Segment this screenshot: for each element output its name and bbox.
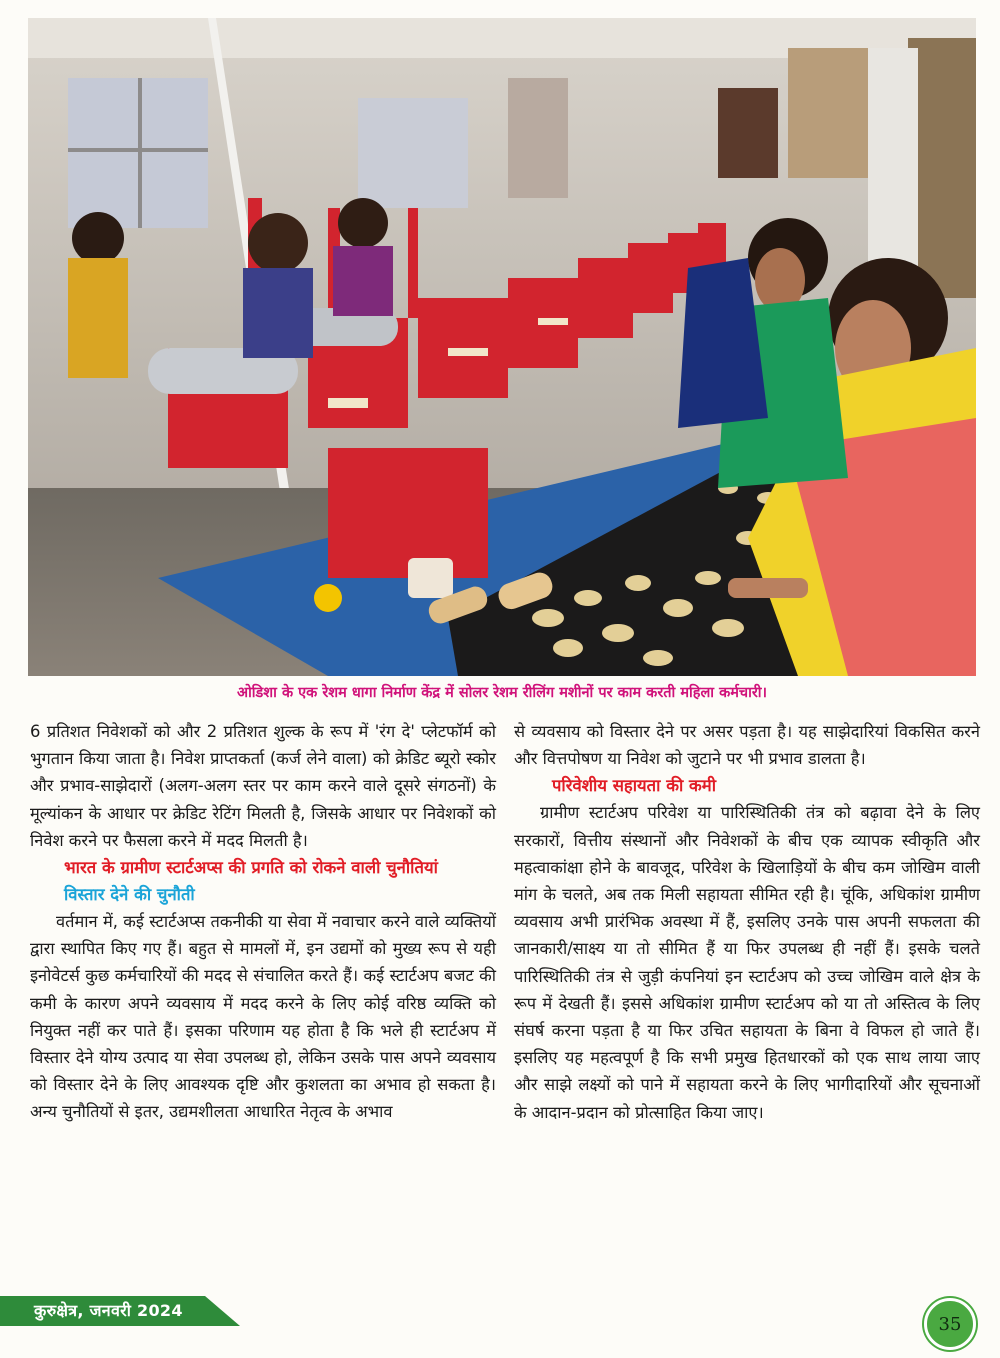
footer-magazine-issue: कुरुक्षेत्र, जनवरी 2024 xyxy=(34,1301,183,1320)
section-heading-ecosystem-support: परिवेशीय सहायता की कमी xyxy=(552,776,716,796)
left-column xyxy=(30,718,496,1126)
right-column xyxy=(514,718,980,1126)
section-heading-challenges: भारत के ग्रामीण स्टार्टअप्स की प्रगति को रोकने वाली चुनौतियां xyxy=(64,858,438,878)
article-photo xyxy=(28,18,976,676)
page-number-badge xyxy=(924,1298,976,1350)
subheading-scaling-challenge: विस्तार देने की चुनौती xyxy=(64,885,195,905)
page-number: 35 xyxy=(938,1313,962,1335)
right-paragraph-1: से व्यवसाय को विस्तार देने पर असर पड़ता है। यह साझेदारियां विकसित करने और वित्तपोषण या निवेश को जुटाने पर भी प्रभाव डालता है। xyxy=(514,722,980,769)
photo-caption: ओडिशा के एक रेशम धागा निर्माण केंद्र में सोलर रेशम रीलिंग मशीनों पर काम करती महिला कर्मचारी। xyxy=(236,685,768,701)
left-paragraph-1: 6 प्रतिशत निवेशकों को और 2 प्रतिशत शुल्क के रूप में 'रंग दे' प्लेटफॉर्म को भुगतान किया जाता है। निवेश प्राप्तकर्ता (कर्ज लेने वाला) को क्रेडिट ब्यूरो स्कोर और प्रभाव-साझेदारों (अलग-अलग स्तर पर काम करने वाले दूसरे संगठनों) के मूल्यांकन के आधार पर क्रेडिट रेटिंग मिलती है, जिसके आधार पर निवेशकों को निवेश करने पर फैसला करने में मदद मिलती है। xyxy=(30,722,496,850)
right-paragraph-2: ग्रामीण स्टार्टअप परिवेश या पारिस्थितिकी तंत्र को बढ़ावा देने के लिए सरकारों, वित्तीय संस्थानों और निवेशकों के बीच एक व्यापक स्वीकृति और महत्वाकांक्षा होने के बावजूद, परिवेश के खिलाड़ियों के बीच कम जोखिम वाली मांग के चलते, अब तक मिली सहायता सीमित रही है। चूंकि, अधिकांश ग्रामीण व्यवसाय अभी प्रारंभिक अवस्था में हैं, इसलिए उनके पास अपनी सफलता की जानकारी/साक्ष्य या तो सीमित हैं या फिर उपलब्ध ही नहीं हैं। इसके चलते पारिस्थितिकी तंत्र से जुड़ी कंपनियां इन स्टार्टअप को उच्च जोखिम वाले क्षेत्र के रूप में देखती हैं। इससे अधिकांश ग्रामीण स्टार्टअप को या तो अस्तित्व के लिए संघर्ष करना पड़ता है या फिर उचित सहायता के बिना वे विफल हो जाते हैं। इसलिए यह महत्वपूर्ण है कि सभी प्रमुख हितधारकों को एक साथ लाया जाए और साझे लक्ष्यों को पाने में सहायता करने के लिए भागीदारियों और सूचनाओं के आदान-प्रदान को प्रोत्साहित किया जाए। xyxy=(514,803,980,1122)
left-paragraph-2: वर्तमान में, कई स्टार्टअप्स तकनीकी या सेवा में नवाचार करने वाले व्यक्तियों द्वारा स्थापित किए गए हैं। बहुत से मामलों में, इन उद्यमों को मुख्य रूप से यही इनोवेटर्स कुछ कर्मचारियों की मदद से संचालित करते हैं। कई स्टार्टअप बजट की कमी के कारण अपने व्यवसाय में मदद करने के लिए कोई वरिष्ठ व्यक्ति को नियुक्त नहीं कर पाते हैं। इसका परिणाम यह होता है कि भले ही स्टार्टअप में विस्तार देने योग्य उत्पाद या सेवा उपलब्ध हो, लेकिन उसके पास अपने व्यवसाय को विस्तार देने के लिए आवश्यक दृष्टि और कुशलता का अभाव हो सकता है। अन्य चुनौतियों से इतर, उद्यमशीलता आधारित नेतृत्व के अभाव xyxy=(30,912,496,1122)
